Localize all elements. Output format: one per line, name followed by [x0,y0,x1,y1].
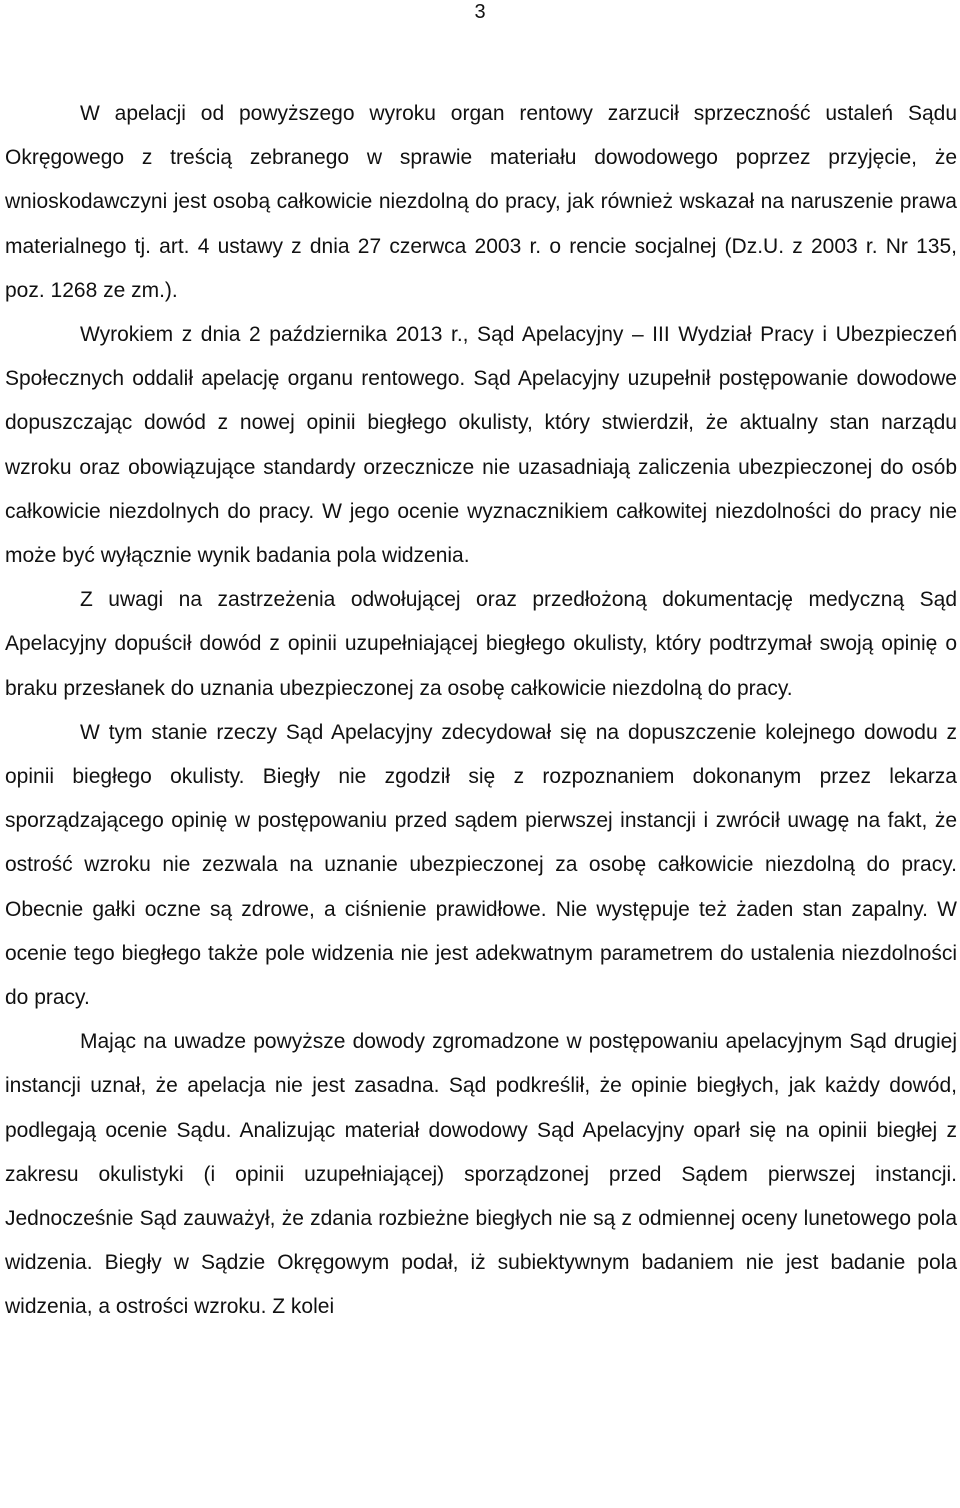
paragraph-1: W apelacji od powyższego wyroku organ rentowy zarzucił sprzeczność ustaleń Sądu Okręgowego z treścią zebranego w sprawie materiału dowodowego poprzez przyjęcie, że wnioskodawczyni jest osobą całkowicie niezdolną do pracy, jak również wskazał na naruszenie prawa materialnego tj. art. 4 ustawy z dnia 27 czerwca 2003 r. o rencie socjalnej (Dz.U. z 2003 r. Nr 135, poz. 1268 ze zm.). [5,102,957,302]
page-number: 3 [474,1,486,23]
paragraph-2: Wyrokiem z dnia 2 października 2013 r., Sąd Apelacyjny – III Wydział Pracy i Ubezpieczeń Społecznych oddalił apelację organu rentowego. Sąd Apelacyjny uzupełnił postępowanie dowodowe dopuszczając dowód z nowej opinii biegłego okulisty, który stwierdził, że aktualny stan narządu wzroku oraz obowiązujące standardy orzecznicze nie uzasadniają zaliczenia ubezpieczonej do osób całkowicie niezdolnych do pracy. W jego ocenie wyznacznikiem całkowitej niezdolności do pracy nie może być wyłącznie wynik badania pola widzenia. [5,323,957,568]
paragraph-5: Mając na uwadze powyższe dowody zgromadzone w postępowaniu apelacyjnym Sąd drugiej instancji uznał, że apelacja nie jest zasadna. Sąd podkreślił, że opinie biegłych, jak każdy dowód, podlegają ocenie Sądu. Analizując materiał dowodowy Sąd Apelacyjny oparł się na opinii biegłej z zakresu okulistyki (i opinii uzupełniającej) sporządzonej przed Sądem pierwszej instancji. Jednocześnie Sąd zauważył, że zdania rozbieżne biegłych nie są z odmiennej oceny lunetowego pola widzenia. Biegły w Sądzie Okręgowym podał, iż subiektywnym badaniem nie jest badanie pola widzenia, a ostrości wzroku. Z kolei [5,1030,957,1319]
paragraph-4: W tym stanie rzeczy Sąd Apelacyjny zdecydował się na dopuszczenie kolejnego dowodu z opinii biegłego okulisty. Biegły nie zgodził się z rozpoznaniem dokonanym przez lekarza sporządzającego opinię w postępowaniu przed sądem pierwszej instancji i zwrócił uwagę na fakt, że ostrość wzroku nie zezwala na uznanie ubezpieczonej za osobę całkowicie niezdolną do pracy. Obecnie gałki oczne są zdrowe, a ciśnienie prawidłowe. Nie występuje też żaden stan zapalny. W ocenie tego biegłego także pole widzenia nie jest adekwatnym parametrem do ustalenia niezdolności do pracy. [5,720,957,1010]
paragraph-3: Z uwagi na zastrzeżenia odwołującej oraz przedłożoną dokumentację medyczną Sąd Apelacyjny dopuścił dowód z opinii uzupełniającej biegłego okulisty, który podtrzymał swoją opinię o braku przesłanek do uznania ubezpieczonej za osobę całkowicie niezdolną do pracy. [5,588,957,700]
document-body [5,92,957,1330]
